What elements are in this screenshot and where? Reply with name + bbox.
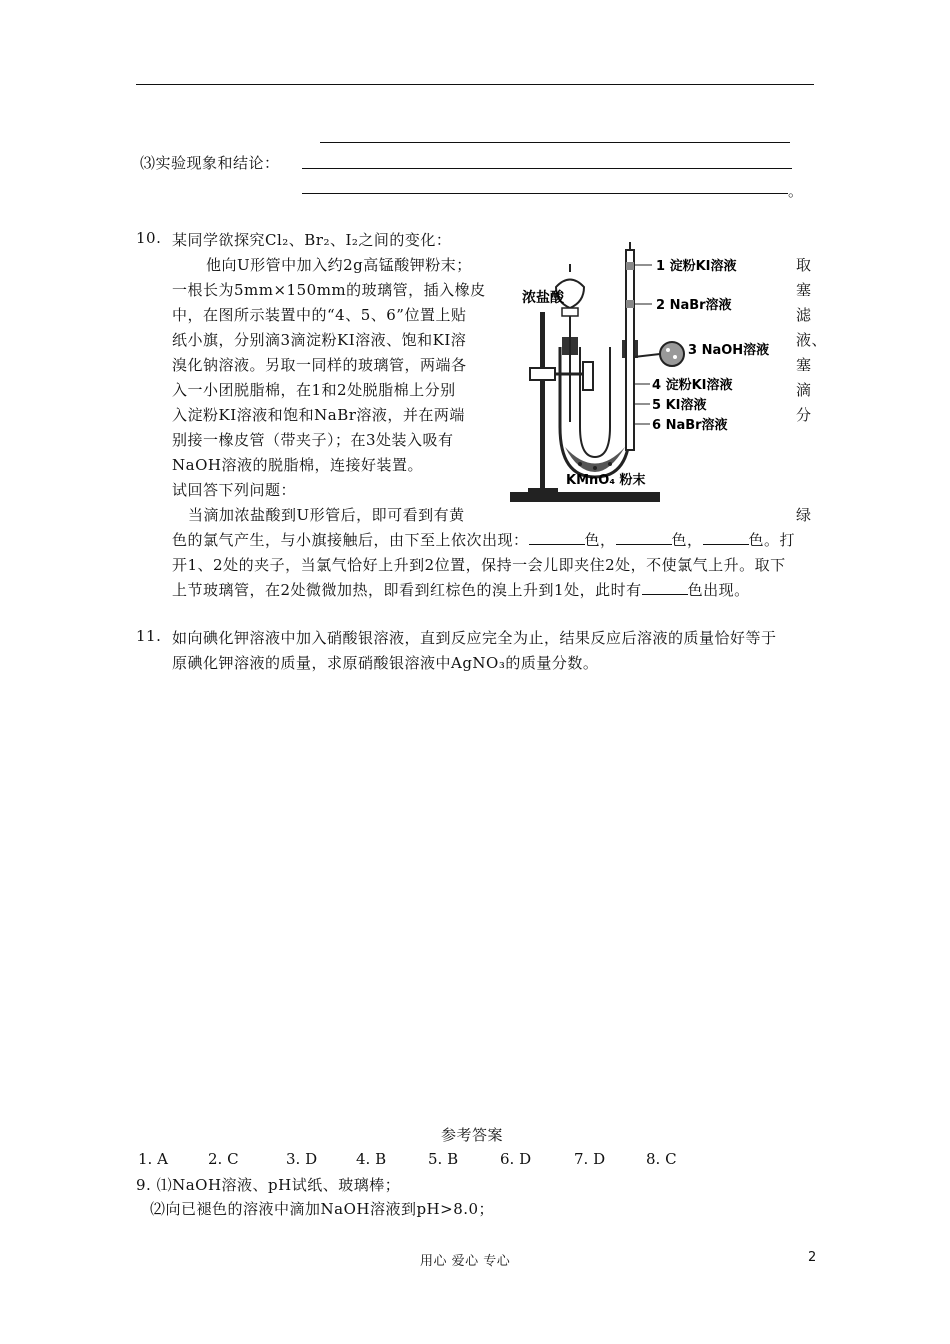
answer-item: 6. D xyxy=(500,1150,532,1168)
label-kmno4: KMnO₄ 粉末 xyxy=(566,473,646,488)
answer-blank-line-3 xyxy=(302,193,788,194)
label-p5: 5 KI溶液 xyxy=(652,398,707,413)
glass-tube xyxy=(626,250,634,450)
q10-line: 中，在图所示装置中的“4、5、6”位置上贴 xyxy=(172,306,467,324)
color-suffix-3: 色。打 xyxy=(748,531,796,549)
answer-item: 1. A xyxy=(138,1150,168,1168)
label-p3: 3 NaOH溶液 xyxy=(688,343,770,358)
q10-number: 10. xyxy=(136,229,162,247)
color-blank-3[interactable] xyxy=(703,530,749,545)
answer-item: 4. B xyxy=(356,1150,387,1168)
q10-line: NaOH溶液的脱脂棉，连接好装置。 xyxy=(172,456,423,474)
q9-part3-end-mark: 。 xyxy=(788,182,804,200)
q10-right-char: 取 xyxy=(796,256,812,274)
apparatus-figure xyxy=(500,242,800,512)
answer-q9-1: 9. ⑴NaOH溶液、pH试纸、玻璃棒； xyxy=(136,1176,401,1194)
color-suffix-1: 色， xyxy=(584,531,616,549)
q10-right-char: 滴 xyxy=(796,381,812,399)
q10-para2-line4-end: 色出现。 xyxy=(687,581,750,599)
q10-para2-line2 xyxy=(172,529,795,550)
answer-q9-2: ⑵向已褪色的溶液中滴加NaOH溶液到pH>8.0； xyxy=(150,1200,495,1218)
page-number: 2 xyxy=(808,1250,817,1265)
q10-right-char: 塞 xyxy=(796,356,812,374)
q10-line: 别接一橡皮管（带夹子）；在3处装入吸有 xyxy=(172,431,454,449)
label-p1: 1 淀粉KI溶液 xyxy=(656,259,737,274)
footer-motto: 用心 爱心 专心 xyxy=(420,1254,511,1269)
answers-mc-row xyxy=(138,1150,677,1168)
answer-blank-line-1 xyxy=(320,142,790,143)
q10-right-char: 滤 xyxy=(796,306,812,324)
label-p2: 2 NaBr溶液 xyxy=(656,298,732,313)
q10-title: 某同学欲探究Cl₂、Br₂、I₂之间的变化： xyxy=(172,231,452,249)
q10-line: 他向U形管中加入约2g高锰酸钾粉末； xyxy=(206,256,472,274)
answer-item: 7. D xyxy=(574,1150,606,1168)
q10-line: 入一小团脱脂棉，在1和2处脱脂棉上分别 xyxy=(172,381,456,399)
q11-number: 11. xyxy=(136,627,162,645)
q10-right-char: 塞 xyxy=(796,281,812,299)
stand-rod xyxy=(540,312,545,492)
q10-line: 溴化钠溶液。另取一同样的玻璃管，两端各 xyxy=(172,356,467,374)
q10-para2-line4 xyxy=(172,579,750,600)
q10-line: 入淀粉KI溶液和饱和NaBr溶液，并在两端 xyxy=(172,406,465,424)
answers-heading: 参考答案 xyxy=(441,1126,504,1144)
q10-para2-line3: 开1、2处的夹子，当氯气恰好上升到2位置，保持一会儿即夹住2处，不使氯气上升。取下 xyxy=(172,556,786,574)
answer-item: 2. C xyxy=(208,1150,239,1168)
q10-line: 试回答下列问题： xyxy=(172,481,297,499)
answer-item: 8. C xyxy=(646,1150,677,1168)
q11-line2: 原碘化钾溶液的质量，求原硝酸银溶液中AgNO₃的质量分数。 xyxy=(172,654,599,672)
q10-line: 一根长为5mm×150mm的玻璃管，插入橡皮 xyxy=(172,281,486,299)
label-p6: 6 NaBr溶液 xyxy=(652,418,728,433)
q10-right-char: 分 xyxy=(796,406,812,424)
label-p4: 4 淀粉KI溶液 xyxy=(652,378,733,393)
q10-para2-line1: 当滴加浓盐酸到U形管后，即可看到有黄 xyxy=(188,506,465,524)
label-hcl: 浓盐酸 xyxy=(522,290,564,306)
answer-item: 3. D xyxy=(286,1150,318,1168)
color-suffix-2: 色， xyxy=(671,531,703,549)
q11-line1: 如向碘化钾溶液中加入硝酸银溶液，直到反应完全为止，结果反应后溶液的质量恰好等于 xyxy=(172,629,777,647)
header-rule xyxy=(136,84,814,85)
stand-base xyxy=(510,492,660,502)
answer-blank-line-2 xyxy=(302,168,792,169)
q10-para2-line2-text: 色的氯气产生，与小旗接触后，由下至上依次出现： xyxy=(172,531,529,549)
q10-right-char: 液、 xyxy=(796,331,828,349)
color-blank-1[interactable] xyxy=(529,530,585,545)
q10-para2-line4-text: 上节玻璃管，在2处微微加热，即看到红棕色的溴上升到1处，此时有 xyxy=(172,581,642,599)
q10-line: 纸小旗，分别滴3滴淀粉KI溶液、饱和KI溶 xyxy=(172,331,467,349)
q10-para2-line1-right: 绿 xyxy=(796,506,812,524)
naoh-bulb xyxy=(660,342,684,366)
q9-part3-label: ⑶实验现象和结论： xyxy=(140,154,280,172)
answer-item: 5. B xyxy=(428,1150,459,1168)
color-blank-2[interactable] xyxy=(616,530,672,545)
color-blank-4[interactable] xyxy=(642,580,688,595)
